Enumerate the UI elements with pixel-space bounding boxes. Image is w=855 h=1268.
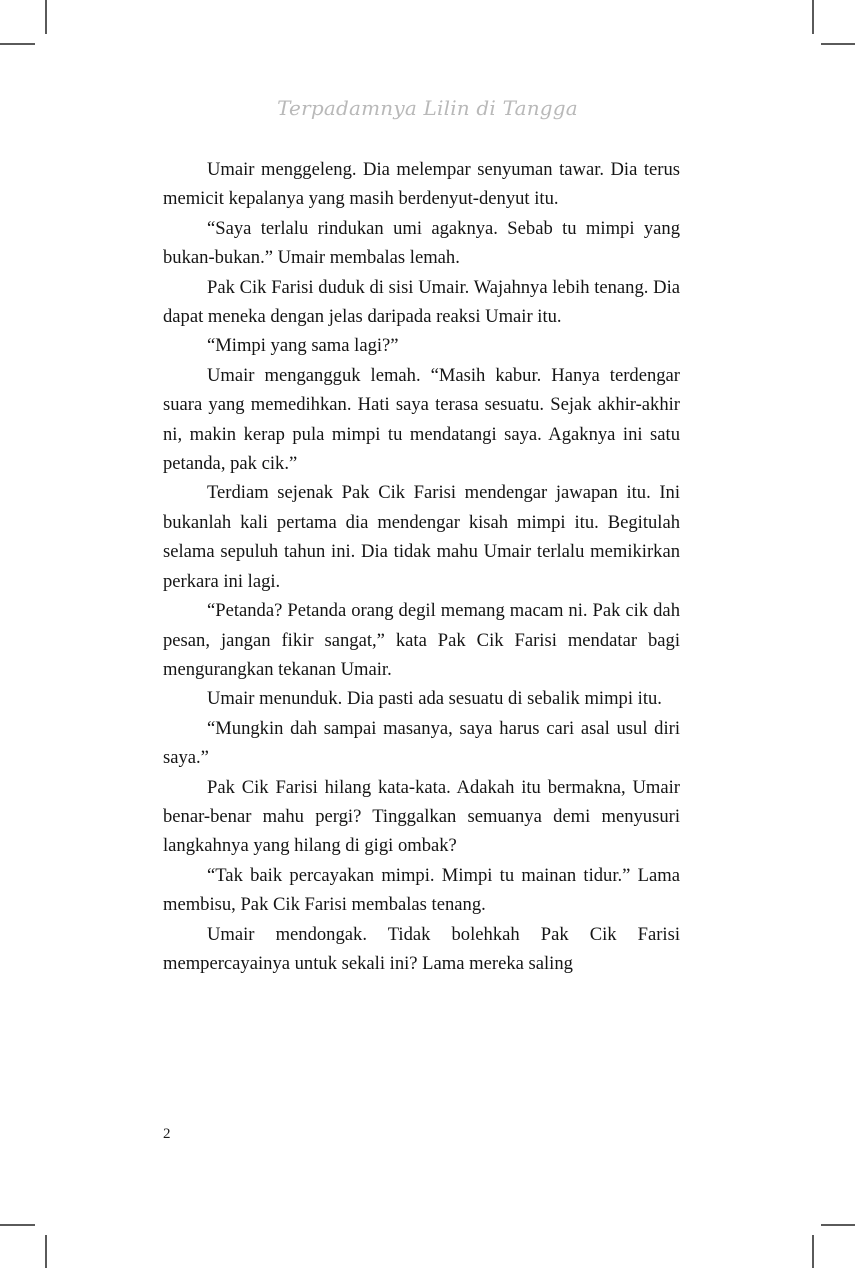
crop-mark-bottom-right-horizontal xyxy=(821,1224,855,1226)
body-paragraph: “Petanda? Petanda orang degil memang macam ni. Pak cik dah pesan, jangan fikir sangat,” kata Pak Cik Farisi mendatar bagi mengurangkan tekanan Umair. xyxy=(163,600,680,680)
body-paragraph: “Tak baik percayakan mimpi. Mimpi tu mainan tidur.” Lama membisu, Pak Cik Farisi membalas tenang. xyxy=(163,864,680,916)
body-paragraph: Pak Cik Farisi duduk di sisi Umair. Wajahnya lebih tenang. Dia dapat meneka dengan jelas daripada reaksi Umair itu. xyxy=(163,276,680,328)
crop-mark-bottom-left-horizontal xyxy=(0,1224,35,1226)
crop-mark-top-right-horizontal xyxy=(821,43,855,45)
body-paragraph: Umair menggeleng. Dia melempar senyuman tawar. Dia terus memicit kepalanya yang masih berdenyut-denyut itu. xyxy=(163,159,680,210)
body-paragraph: “Mimpi yang sama lagi?” xyxy=(207,335,399,357)
body-paragraph: Pak Cik Farisi hilang kata-kata. Adakah itu bermakna, Umair benar-benar mahu pergi? Tinggalkan semuanya demi menyusuri langkahnya yang hilang di gigi ombak? xyxy=(163,776,680,857)
body-paragraph: Umair mengangguk lemah. “Masih kabur. Hanya terdengar suara yang memedihkan. Hati saya terasa sesuatu. Sejak akhir-akhir ni, makin kerap pula mimpi tu mendatangi saya. Agaknya ini satu petanda, pak cik.” xyxy=(163,364,680,475)
body-paragraph: Umair menunduk. Dia pasti ada sesuatu di sebalik mimpi itu. xyxy=(207,688,662,710)
body-paragraph: Terdiam sejenak Pak Cik Farisi mendengar jawapan itu. Ini bukanlah kali pertama dia mendengar kisah mimpi itu. Begitulah selama sepuluh tahun ini. Dia tidak mahu Umair terlalu memikirkan perkara ini lagi. xyxy=(163,482,680,592)
crop-mark-top-right-vertical xyxy=(812,0,814,34)
running-head-title: Terpadamnya Lilin di Tangga xyxy=(277,96,578,120)
body-paragraph: “Saya terlalu rindukan umi agaknya. Sebab tu mimpi yang bukan-bukan.” Umair membalas lemah. xyxy=(163,217,680,269)
page-number: 2 xyxy=(163,1126,171,1142)
body-text-column xyxy=(163,155,680,978)
body-paragraph: Umair mendongak. Tidak bolehkah Pak Cik Farisi mempercayainya untuk sekali ini? Lama mereka saling xyxy=(163,923,680,974)
crop-mark-top-left-vertical xyxy=(45,0,47,34)
crop-mark-top-left-horizontal xyxy=(0,43,35,45)
body-paragraph: “Mungkin dah sampai masanya, saya harus cari asal usul diri saya.” xyxy=(163,717,680,769)
crop-mark-bottom-right-vertical xyxy=(812,1235,814,1268)
crop-mark-bottom-left-vertical xyxy=(45,1235,47,1268)
